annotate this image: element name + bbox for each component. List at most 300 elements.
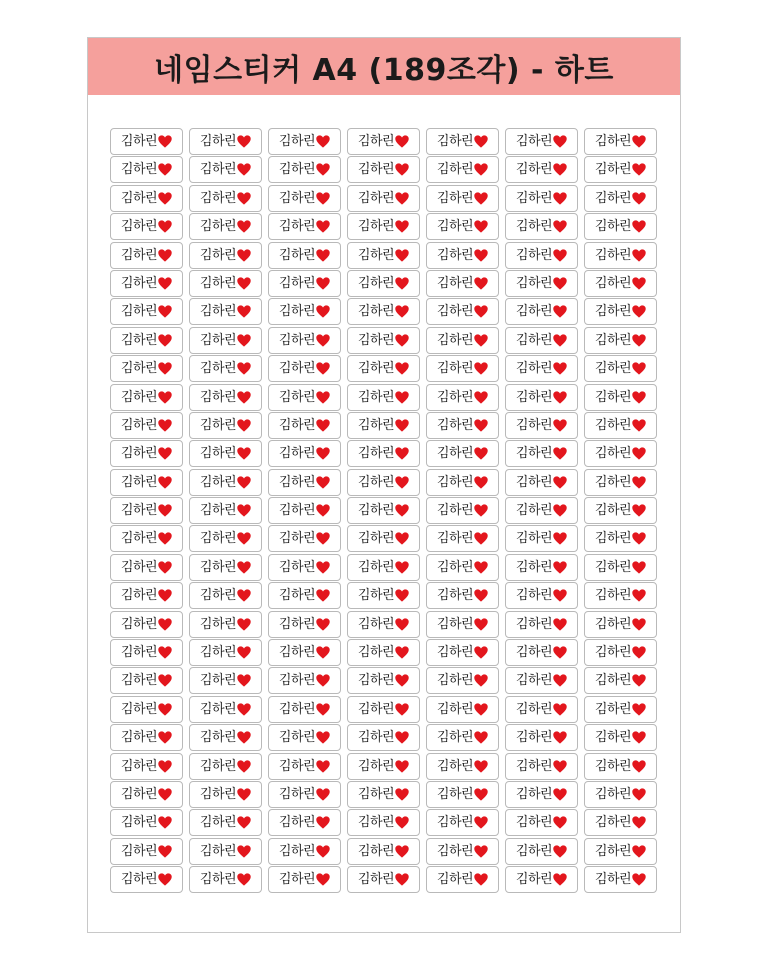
heart-icon	[158, 305, 172, 318]
heart-icon	[395, 845, 409, 858]
heart-icon	[316, 646, 330, 659]
sticker-name: 김하린	[515, 872, 553, 888]
name-sticker	[189, 327, 262, 354]
sticker-name: 김하린	[120, 588, 158, 604]
name-sticker	[426, 582, 499, 609]
sticker-name: 김하린	[199, 815, 237, 831]
heart-icon	[237, 703, 251, 716]
sticker-name: 김하린	[515, 701, 553, 717]
heart-icon	[632, 532, 646, 545]
sticker-name: 김하린	[436, 389, 474, 405]
name-sticker	[347, 497, 420, 524]
sticker-name: 김하린	[515, 247, 553, 263]
heart-icon	[395, 703, 409, 716]
sticker-name: 김하린	[278, 247, 316, 263]
heart-icon	[158, 447, 172, 460]
heart-icon	[553, 589, 567, 602]
sticker-name: 김하린	[436, 134, 474, 149]
heart-icon	[632, 703, 646, 716]
name-sticker	[584, 781, 657, 808]
sticker-name: 김하린	[199, 758, 237, 774]
name-sticker	[347, 440, 420, 467]
heart-icon	[632, 192, 646, 205]
heart-icon	[553, 249, 567, 262]
sticker-name: 김하린	[594, 275, 632, 291]
heart-icon	[395, 305, 409, 318]
heart-icon	[316, 731, 330, 744]
sticker-name: 김하린	[594, 219, 632, 235]
sticker-name: 김하린	[515, 446, 553, 462]
name-sticker	[584, 753, 657, 780]
heart-icon	[237, 163, 251, 176]
name-sticker	[426, 412, 499, 439]
sticker-name: 김하린	[515, 616, 553, 632]
heart-icon	[316, 532, 330, 545]
name-sticker	[347, 781, 420, 808]
sticker-name: 김하린	[120, 758, 158, 774]
name-sticker	[189, 838, 262, 865]
sticker-name: 김하린	[357, 531, 395, 547]
heart-icon	[395, 589, 409, 602]
sticker-name: 김하린	[436, 673, 474, 689]
name-sticker	[110, 327, 183, 354]
sticker-name: 김하린	[515, 786, 553, 802]
name-sticker	[110, 696, 183, 723]
name-sticker	[426, 696, 499, 723]
heart-icon	[158, 618, 172, 631]
sticker-name: 김하린	[436, 332, 474, 348]
sticker-name: 김하린	[199, 134, 237, 149]
name-sticker	[268, 185, 341, 212]
sticker-name: 김하린	[278, 531, 316, 547]
heart-icon	[395, 760, 409, 773]
name-sticker	[426, 753, 499, 780]
name-sticker	[505, 696, 578, 723]
heart-icon	[237, 760, 251, 773]
name-sticker	[189, 270, 262, 297]
sticker-name: 김하린	[515, 134, 553, 149]
name-sticker	[189, 582, 262, 609]
name-sticker	[189, 497, 262, 524]
sticker-name: 김하린	[515, 190, 553, 206]
sticker-name: 김하린	[515, 588, 553, 604]
name-sticker	[268, 270, 341, 297]
name-sticker	[110, 753, 183, 780]
heart-icon	[158, 220, 172, 233]
heart-icon	[237, 362, 251, 375]
name-sticker	[268, 809, 341, 836]
sticker-name: 김하린	[357, 361, 395, 377]
heart-icon	[316, 135, 330, 148]
name-sticker	[347, 469, 420, 496]
name-sticker	[110, 156, 183, 183]
name-sticker	[110, 128, 183, 155]
sticker-name: 김하린	[436, 645, 474, 661]
sticker-name: 김하린	[199, 162, 237, 178]
heart-icon	[632, 788, 646, 801]
heart-icon	[395, 135, 409, 148]
heart-icon	[237, 618, 251, 631]
heart-icon	[316, 674, 330, 687]
heart-icon	[237, 391, 251, 404]
name-sticker	[505, 639, 578, 666]
name-sticker	[505, 327, 578, 354]
heart-icon	[474, 362, 488, 375]
heart-icon	[632, 618, 646, 631]
name-sticker	[426, 156, 499, 183]
name-sticker	[268, 753, 341, 780]
name-sticker	[426, 554, 499, 581]
sticker-name: 김하린	[278, 190, 316, 206]
header-banner	[88, 38, 680, 95]
heart-icon	[316, 504, 330, 517]
name-sticker	[426, 355, 499, 382]
sticker-name: 김하린	[120, 446, 158, 462]
heart-icon	[553, 618, 567, 631]
sticker-name: 김하린	[436, 730, 474, 746]
heart-icon	[553, 845, 567, 858]
sticker-name: 김하린	[120, 645, 158, 661]
heart-icon	[553, 419, 567, 432]
name-sticker	[426, 440, 499, 467]
heart-icon	[474, 135, 488, 148]
sticker-name: 김하린	[357, 446, 395, 462]
sticker-name: 김하린	[594, 701, 632, 717]
heart-icon	[553, 362, 567, 375]
sticker-sheet	[87, 37, 681, 933]
name-sticker	[505, 611, 578, 638]
name-sticker	[189, 724, 262, 751]
sticker-name: 김하린	[357, 786, 395, 802]
name-sticker	[426, 611, 499, 638]
heart-icon	[632, 362, 646, 375]
heart-icon	[158, 589, 172, 602]
sticker-name: 김하린	[120, 503, 158, 519]
heart-icon	[316, 305, 330, 318]
sticker-name: 김하린	[594, 758, 632, 774]
sticker-name: 김하린	[515, 673, 553, 689]
sticker-name: 김하린	[594, 645, 632, 661]
sticker-name: 김하린	[515, 730, 553, 746]
heart-icon	[237, 419, 251, 432]
name-sticker	[426, 185, 499, 212]
name-sticker	[110, 611, 183, 638]
sticker-name: 김하린	[436, 503, 474, 519]
heart-icon	[395, 532, 409, 545]
sticker-name: 김하린	[357, 843, 395, 859]
name-sticker	[347, 412, 420, 439]
sticker-name: 김하린	[357, 190, 395, 206]
sticker-name: 김하린	[436, 815, 474, 831]
sticker-name: 김하린	[278, 843, 316, 859]
heart-icon	[316, 447, 330, 460]
heart-icon	[474, 703, 488, 716]
sticker-name: 김하린	[278, 389, 316, 405]
sticker-name: 김하린	[594, 616, 632, 632]
sticker-name: 김하린	[120, 730, 158, 746]
name-sticker	[505, 384, 578, 411]
name-sticker	[347, 185, 420, 212]
sticker-name: 김하린	[515, 361, 553, 377]
name-sticker	[189, 242, 262, 269]
heart-icon	[553, 504, 567, 517]
sticker-name: 김하린	[515, 275, 553, 291]
sticker-name: 김하린	[515, 843, 553, 859]
heart-icon	[553, 816, 567, 829]
heart-icon	[474, 249, 488, 262]
heart-icon	[474, 504, 488, 517]
name-sticker	[505, 156, 578, 183]
heart-icon	[632, 845, 646, 858]
sticker-name: 김하린	[357, 389, 395, 405]
heart-icon	[632, 163, 646, 176]
name-sticker	[426, 270, 499, 297]
sticker-name: 김하린	[357, 417, 395, 433]
sticker-name: 김하린	[278, 559, 316, 575]
name-sticker	[268, 866, 341, 893]
heart-icon	[158, 362, 172, 375]
heart-icon	[474, 561, 488, 574]
name-sticker	[268, 242, 341, 269]
heart-icon	[158, 788, 172, 801]
heart-icon	[632, 476, 646, 489]
sticker-name: 김하린	[120, 673, 158, 689]
heart-icon	[158, 532, 172, 545]
heart-icon	[158, 731, 172, 744]
heart-icon	[553, 163, 567, 176]
name-sticker	[268, 611, 341, 638]
sticker-name: 김하린	[594, 332, 632, 348]
heart-icon	[553, 220, 567, 233]
name-sticker	[347, 667, 420, 694]
name-sticker	[505, 440, 578, 467]
sticker-name: 김하린	[594, 446, 632, 462]
sticker-name: 김하린	[357, 134, 395, 149]
name-sticker	[268, 497, 341, 524]
sticker-name: 김하린	[594, 503, 632, 519]
sticker-name: 김하린	[357, 758, 395, 774]
name-sticker	[110, 639, 183, 666]
heart-icon	[237, 532, 251, 545]
sticker-name: 김하린	[278, 417, 316, 433]
name-sticker	[189, 156, 262, 183]
sticker-name: 김하린	[594, 843, 632, 859]
heart-icon	[553, 731, 567, 744]
heart-icon	[316, 816, 330, 829]
sticker-name: 김하린	[120, 843, 158, 859]
name-sticker	[347, 866, 420, 893]
name-sticker	[505, 128, 578, 155]
heart-icon	[316, 873, 330, 886]
name-sticker	[189, 781, 262, 808]
heart-icon	[553, 447, 567, 460]
heart-icon	[316, 220, 330, 233]
sticker-name: 김하린	[278, 219, 316, 235]
sticker-name: 김하린	[199, 843, 237, 859]
sticker-name: 김하린	[357, 559, 395, 575]
sticker-name: 김하린	[120, 332, 158, 348]
heart-icon	[553, 873, 567, 886]
name-sticker	[268, 525, 341, 552]
name-sticker	[584, 639, 657, 666]
name-sticker	[268, 582, 341, 609]
heart-icon	[395, 419, 409, 432]
heart-icon	[632, 873, 646, 886]
sticker-name: 김하린	[278, 730, 316, 746]
name-sticker	[110, 582, 183, 609]
heart-icon	[395, 447, 409, 460]
heart-icon	[632, 391, 646, 404]
heart-icon	[316, 618, 330, 631]
name-sticker	[110, 355, 183, 382]
sticker-name: 김하린	[357, 275, 395, 291]
name-sticker	[347, 838, 420, 865]
name-sticker	[426, 469, 499, 496]
name-sticker	[426, 327, 499, 354]
heart-icon	[316, 561, 330, 574]
sticker-name: 김하린	[199, 304, 237, 320]
sticker-name: 김하린	[199, 559, 237, 575]
heart-icon	[395, 788, 409, 801]
heart-icon	[553, 476, 567, 489]
name-sticker	[110, 185, 183, 212]
name-sticker	[347, 384, 420, 411]
heart-icon	[632, 504, 646, 517]
sticker-name: 김하린	[120, 219, 158, 235]
sticker-name: 김하린	[278, 446, 316, 462]
name-sticker	[584, 667, 657, 694]
heart-icon	[237, 135, 251, 148]
name-sticker	[426, 838, 499, 865]
name-sticker	[347, 213, 420, 240]
name-sticker	[268, 696, 341, 723]
sticker-name: 김하린	[120, 275, 158, 291]
name-sticker	[505, 554, 578, 581]
heart-icon	[474, 192, 488, 205]
heart-icon	[632, 760, 646, 773]
name-sticker	[505, 298, 578, 325]
sticker-name: 김하린	[199, 503, 237, 519]
heart-icon	[632, 334, 646, 347]
sticker-name: 김하린	[120, 361, 158, 377]
heart-icon	[158, 334, 172, 347]
sticker-name: 김하린	[515, 503, 553, 519]
name-sticker	[426, 525, 499, 552]
heart-icon	[237, 845, 251, 858]
sticker-name: 김하린	[436, 417, 474, 433]
name-sticker	[584, 440, 657, 467]
sticker-name: 김하린	[199, 361, 237, 377]
sticker-name: 김하린	[436, 758, 474, 774]
heart-icon	[474, 532, 488, 545]
name-sticker	[268, 156, 341, 183]
heart-icon	[553, 532, 567, 545]
heart-icon	[632, 220, 646, 233]
name-sticker	[505, 753, 578, 780]
name-sticker	[584, 582, 657, 609]
heart-icon	[237, 816, 251, 829]
sticker-name: 김하린	[357, 247, 395, 263]
heart-icon	[237, 476, 251, 489]
sticker-name: 김하린	[515, 332, 553, 348]
name-sticker	[584, 525, 657, 552]
name-sticker	[426, 384, 499, 411]
name-sticker	[347, 327, 420, 354]
heart-icon	[395, 334, 409, 347]
sticker-name: 김하린	[594, 559, 632, 575]
heart-icon	[474, 305, 488, 318]
heart-icon	[553, 646, 567, 659]
heart-icon	[237, 192, 251, 205]
sticker-name: 김하린	[436, 559, 474, 575]
name-sticker	[110, 667, 183, 694]
sticker-name: 김하린	[199, 219, 237, 235]
name-sticker	[189, 611, 262, 638]
name-sticker	[426, 724, 499, 751]
sticker-name: 김하린	[357, 673, 395, 689]
sticker-name: 김하린	[515, 815, 553, 831]
name-sticker	[110, 270, 183, 297]
sticker-name: 김하린	[199, 531, 237, 547]
sticker-name: 김하린	[515, 531, 553, 547]
sticker-name: 김하린	[120, 559, 158, 575]
heart-icon	[474, 674, 488, 687]
name-sticker	[189, 639, 262, 666]
name-sticker	[347, 156, 420, 183]
name-sticker	[505, 497, 578, 524]
heart-icon	[158, 249, 172, 262]
name-sticker	[505, 866, 578, 893]
heart-icon	[553, 703, 567, 716]
name-sticker	[584, 355, 657, 382]
name-sticker	[347, 355, 420, 382]
name-sticker	[426, 781, 499, 808]
sticker-name: 김하린	[357, 503, 395, 519]
heart-icon	[632, 447, 646, 460]
sticker-name: 김하린	[357, 815, 395, 831]
name-sticker	[426, 128, 499, 155]
name-sticker	[584, 270, 657, 297]
heart-icon	[237, 305, 251, 318]
heart-icon	[632, 731, 646, 744]
name-sticker	[584, 497, 657, 524]
name-sticker	[189, 412, 262, 439]
name-sticker	[426, 866, 499, 893]
name-sticker	[584, 866, 657, 893]
sticker-name: 김하린	[278, 134, 316, 149]
sticker-name: 김하린	[515, 417, 553, 433]
heart-icon	[237, 334, 251, 347]
name-sticker	[584, 809, 657, 836]
sticker-name: 김하린	[515, 474, 553, 490]
heart-icon	[474, 163, 488, 176]
name-sticker	[110, 213, 183, 240]
heart-icon	[237, 561, 251, 574]
name-sticker	[268, 838, 341, 865]
name-sticker	[347, 639, 420, 666]
sticker-name: 김하린	[278, 758, 316, 774]
name-sticker	[189, 298, 262, 325]
sticker-name: 김하린	[278, 872, 316, 888]
name-sticker	[189, 753, 262, 780]
name-sticker	[584, 412, 657, 439]
heart-icon	[316, 703, 330, 716]
sticker-name: 김하린	[594, 531, 632, 547]
name-sticker	[110, 412, 183, 439]
name-sticker	[110, 242, 183, 269]
sticker-name: 김하린	[120, 247, 158, 263]
sticker-name: 김하린	[357, 304, 395, 320]
